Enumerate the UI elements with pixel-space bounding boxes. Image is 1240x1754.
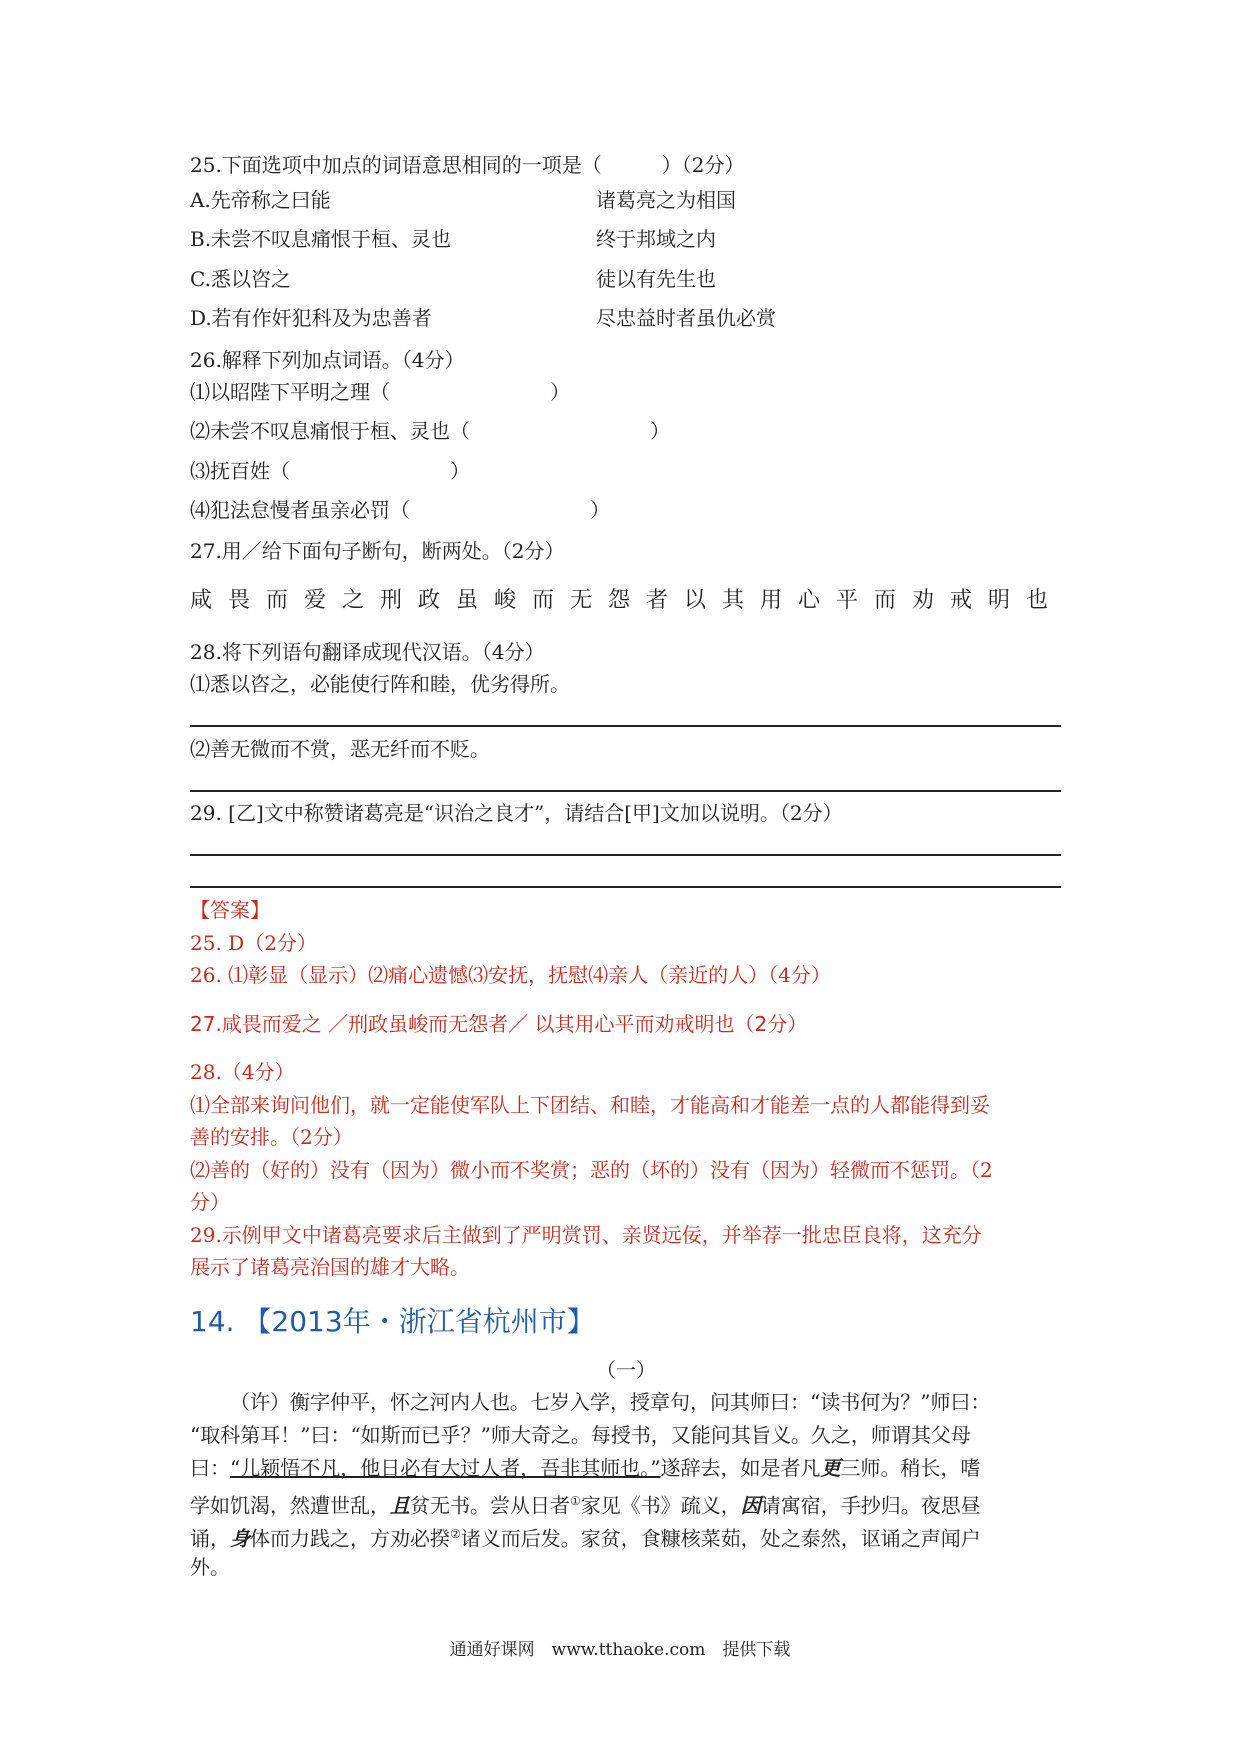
passage-line-2 xyxy=(190,1419,1061,1452)
passage-text: 三师。稍长，嗜 xyxy=(840,1456,981,1480)
footnote-marker: ① xyxy=(570,1494,581,1508)
passage-text: 遂辞去，如是者凡 xyxy=(660,1456,821,1480)
q25-option-a-right: 诸葛亮之为相国 xyxy=(596,188,736,212)
q26-item-2: ⑵未尝不叹息痛恨于桓、灵也（ ） xyxy=(190,419,670,443)
q28-stem: 28.将下列语句翻译成现代汉语。（4分） xyxy=(190,640,545,664)
passage-line-1 xyxy=(190,1386,1061,1419)
passage-text: （许）衡字仲平，怀之河内人也。七岁入学，授章句，问其师曰：“读书何为？”师曰： xyxy=(230,1390,991,1414)
q25-option-a-left: A.先帝称之曰能 xyxy=(190,188,331,212)
q25-option-c-left: C.悉以咨之 xyxy=(190,267,291,291)
passage-text: 贫无书。尝从日者 xyxy=(410,1493,570,1518)
q25-stem: 25.下面选项中加点的词语意思相同的一项是（ ）（2分） xyxy=(190,153,745,177)
section-14-heading: 14. 【2013年・浙江省杭州市】 xyxy=(190,1305,595,1338)
answer-line-1 xyxy=(190,725,1061,727)
answer-29-line1: 29.示例甲文中诸葛亮要求后主做到了严明赏罚、亲贤远佞，并举荐一批忠臣良将，这充分 xyxy=(190,1223,982,1247)
answer-29-line2: 展示了诸葛亮治国的雄才大略。 xyxy=(190,1255,470,1279)
answer-28-1-line1: ⑴全部来询问他们，就一定能使军队上下团结、和睦，才能高和才能差一点的人都能得到妥 xyxy=(190,1093,990,1117)
answer-line-2 xyxy=(190,790,1061,792)
q28-item-1: ⑴悉以咨之，必能使行阵和睦，优劣得所。 xyxy=(190,672,570,696)
q25-option-d-left: D.若有作奸犯科及为忠善者 xyxy=(190,306,432,330)
answer-line-4 xyxy=(190,886,1061,888)
passage-text: 曰： xyxy=(190,1456,230,1480)
marked-word: 更 xyxy=(820,1456,841,1480)
marked-word: 因 xyxy=(740,1493,761,1518)
answer-25: 25. D（2分） xyxy=(190,931,317,955)
q26-item-3: ⑶抚百姓（ ） xyxy=(190,459,470,483)
passage-text: 体而力践之，方劝必揆 xyxy=(250,1526,450,1551)
answer-28-2-line1: ⑵善的（好的）没有（因为）微小而不奖赏；恶的（坏的）没有（因为）轻微而不惩罚。（2 xyxy=(190,1158,993,1182)
q25-option-c-right: 徒以有先生也 xyxy=(596,267,716,291)
passage-line-5 xyxy=(190,1518,1061,1556)
passage-line-3 xyxy=(190,1452,1061,1485)
passage-text: 请寓宿，手抄归。夜思昼 xyxy=(760,1493,981,1518)
marked-word: 身 xyxy=(230,1526,250,1551)
answer-line-3 xyxy=(190,854,1061,856)
passage-text: “取科第耳！”曰：“如斯而已乎？”师大奇之。每授书，又能问其旨义。久之，师谓其父母 xyxy=(190,1423,971,1447)
q25-option-d-right: 尽忠益时者虽仇必赏 xyxy=(596,306,776,330)
answer-28-2-line2: 分） xyxy=(190,1190,230,1214)
q25-option-b-left: B.未尝不叹息痛恨于桓、灵也 xyxy=(190,227,452,251)
answer-28-1-line2: 善的安排。（2分） xyxy=(190,1125,353,1149)
passage-line-6 xyxy=(190,1551,1061,1584)
q26-stem: 26.解释下列加点词语。（4分） xyxy=(190,348,465,372)
q25-option-b-right: 终于邦域之内 xyxy=(596,227,716,251)
q27-stem: 27.用／给下面句子断句，断两处。（2分） xyxy=(190,539,565,563)
answer-26: 26. ⑴彰显（显示）⑵痛心遗憾⑶安抚，抚慰⑷亲人（亲近的人）（4分） xyxy=(190,963,831,987)
answer-27: 27.咸畏而爱之 ／刑政虽峻而无怨者／ 以其用心平而劝戒明也（2分） xyxy=(190,1012,808,1036)
section-14-subhead: （一） xyxy=(596,1358,656,1382)
q29-stem: 29. [乙]文中称赞诸葛亮是“识治之良才”，请结合[甲]文加以说明。（2分） xyxy=(190,801,843,825)
passage-text: 诸义而后发。家贫，食糠核菜茹，处之泰然，讴诵之声闻户 xyxy=(460,1526,981,1551)
passage-text: 学如饥渴，然遭世乱， xyxy=(190,1493,390,1518)
underlined-quote: “儿颖悟不凡，他日必有大过人者，吾非其师也。” xyxy=(230,1456,661,1480)
marked-word: 且 xyxy=(390,1493,410,1518)
footnote-marker: ② xyxy=(450,1527,461,1541)
page-footer: 通通好课网 www.tthaoke.com 提供下载 xyxy=(449,1640,791,1660)
passage-line-4 xyxy=(190,1485,1061,1523)
q26-item-4: ⑷犯法怠慢者虽亲必罚（ ） xyxy=(190,498,610,522)
answer-28-head: 28.（4分） xyxy=(190,1060,295,1084)
answers-header: 【答案】 xyxy=(190,898,270,922)
passage-text: 外。 xyxy=(190,1555,230,1579)
passage-text: 诵， xyxy=(190,1526,230,1551)
q28-item-2: ⑵善无微而不赏，恶无纤而不贬。 xyxy=(190,737,490,761)
q27-sentence: 咸畏而爱之刑政虽峻而无怨者以其用心平而劝戒明也 xyxy=(190,588,1065,613)
passage-text: 家见《书》疏义， xyxy=(580,1493,741,1518)
q26-item-1: ⑴以昭陛下平明之理（ ） xyxy=(190,380,570,404)
